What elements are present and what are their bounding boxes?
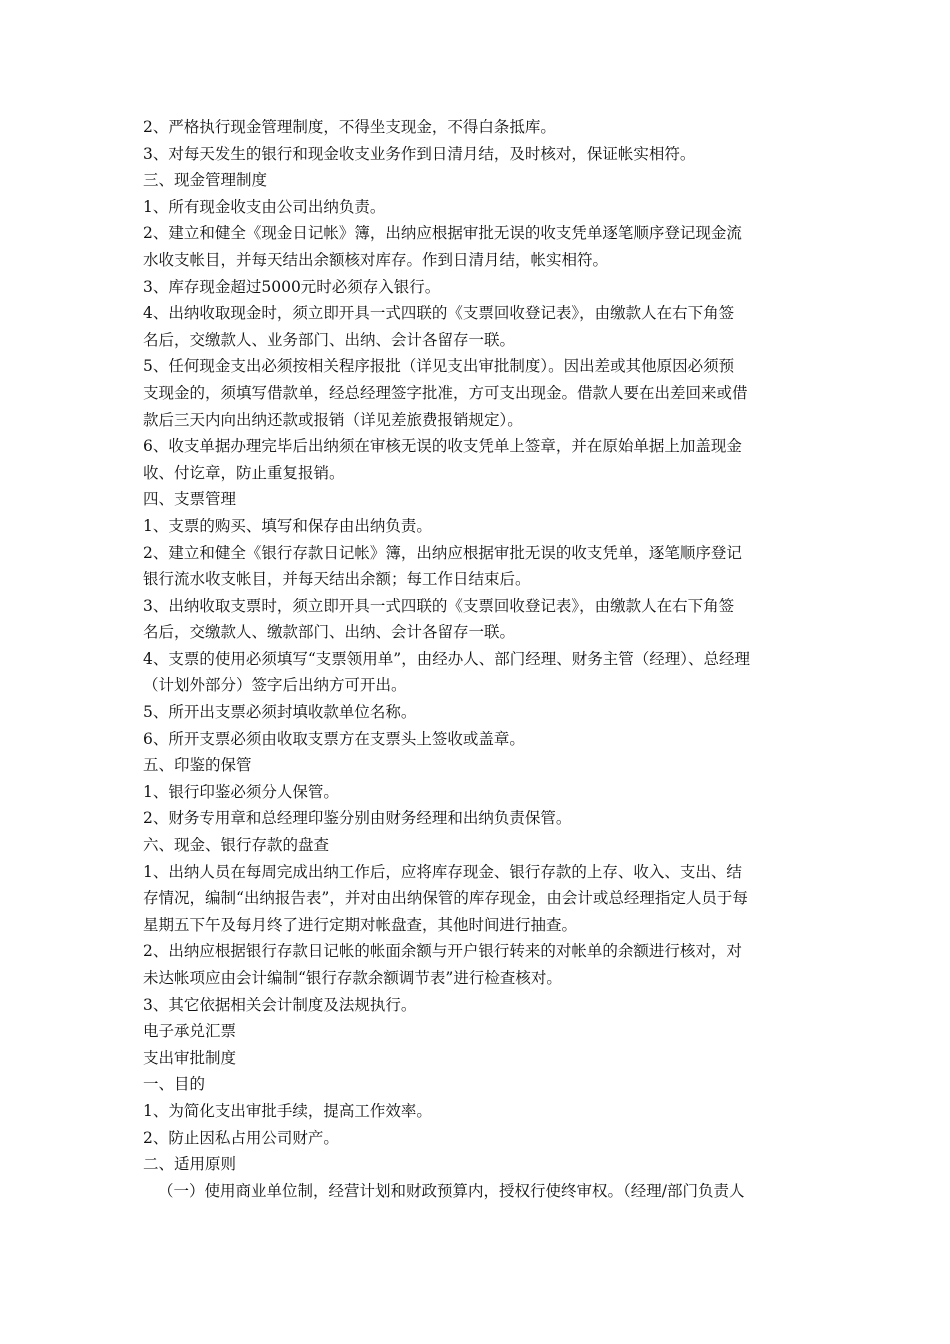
document-page <box>143 114 813 1204</box>
text-line: 1、所有现金收支由公司出纳负责。 <box>143 197 386 216</box>
text-line: 银行流水收支帐目，并每天结出余额；每工作日结束后。 <box>143 570 531 589</box>
text-line: 1、银行印鉴必须分人保管。 <box>143 782 339 801</box>
text-line: 4、支票的使用必须填写“支票领用单”，由经办人、部门经理、财务主管（经理）、总经理 <box>143 649 750 668</box>
text-line: （一）使用商业单位制，经营计划和财政预算内，授权行使终审权。（经理/部门负责人 <box>158 1181 745 1200</box>
text-line: 未达帐项应由会计编制“银行存款余额调节表”进行检查核对。 <box>143 969 562 987</box>
section-heading: 电子承兑汇票 <box>143 1022 237 1041</box>
text-line: 4、出纳收取现金时，须立即开具一式四联的《支票回收登记表》，由缴款人在右下角签 <box>143 304 735 323</box>
text-line: 2、财务专用章和总经理印鉴分别由财务经理和出纳负责保管。 <box>143 809 572 828</box>
text-line: 水收支帐目，并每天结出余额核对库存。作到日清月结，帐实相符。 <box>143 250 609 269</box>
section-heading: 支出审批制度 <box>143 1048 237 1067</box>
text-line: 1、支票的购买、填写和保存由出纳负责。 <box>143 516 432 535</box>
text-line: 3、对每天发生的银行和现金收支业务作到日清月结，及时核对，保证帐实相符。 <box>143 144 696 163</box>
text-line: 1、出纳人员在每周完成出纳工作后，应将库存现金、银行存款的上存、收入、支出、结 <box>143 862 742 881</box>
section-heading: 四、支票管理 <box>143 490 237 509</box>
text-line: 6、所开支票必须由收取支票方在支票头上签收或盖章。 <box>143 729 525 748</box>
text-line: 2、出纳应根据银行存款日记帐的帐面余额与开户银行转来的对帐单的余额进行核对，对 <box>143 942 742 961</box>
text-line: 6、收支单据办理完毕后出纳须在审核无误的收支凭单上签章，并在原始单据上加盖现金 <box>143 437 742 456</box>
text-line: （计划外部分）签字后出纳方可开出。 <box>143 676 407 695</box>
text-line: 3、库存现金超过5000元时必须存入银行。 <box>143 277 441 296</box>
section-heading: 二、适用原则 <box>143 1155 237 1174</box>
text-line: 支现金的，须填写借款单，经总经理签字批准，方可支出现金。借款人要在出差回来或借 <box>143 383 748 402</box>
text-line: 3、出纳收取支票时，须立即开具一式四联的《支票回收登记表》，由缴款人在右下角签 <box>143 596 735 615</box>
text-line: 星期五下午及每月终了进行定期对帐盘查，其他时间进行抽查。 <box>143 915 578 934</box>
text-line: 名后，交缴款人、业务部门、出纳、会计各留存一联。 <box>143 330 516 349</box>
section-heading: 三、现金管理制度 <box>143 171 268 190</box>
text-line: 3、其它依据相关会计制度及法规执行。 <box>143 995 417 1014</box>
text-line: 2、建立和健全《银行存款日记帐》簿，出纳应根据审批无误的收支凭单，逐笔顺序登记 <box>143 543 742 562</box>
text-line: 5、任何现金支出必须按相关程序报批（详见支出审批制度）。因出差或其他原因必须预 <box>143 357 735 376</box>
text-line: 1、为简化支出审批手续，提高工作效率。 <box>143 1101 432 1120</box>
section-heading: 一、目的 <box>143 1075 206 1094</box>
section-heading: 六、现金、银行存款的盘查 <box>143 836 330 855</box>
text-line: 款后三天内向出纳还款或报销（详见差旅费报销规定）。 <box>143 410 523 429</box>
text-line: 2、防止因私占用公司财产。 <box>143 1128 339 1147</box>
text-line: 存情况，编制“出纳报告表”，并对由出纳保管的库存现金，由会计或总经理指定人员于每 <box>143 889 748 908</box>
text-line: 5、所开出支票必须封填收款单位名称。 <box>143 703 417 722</box>
text-line: 收、付讫章，防止重复报销。 <box>143 463 345 482</box>
text-line: 2、严格执行现金管理制度，不得坐支现金，不得白条抵库。 <box>143 118 556 136</box>
text-line: 2、建立和健全《现金日记帐》簿，出纳应根据审批无误的收支凭单逐笔顺序登记现金流 <box>143 224 742 243</box>
section-heading: 五、印鉴的保管 <box>143 756 252 775</box>
text-line: 名后，交缴款人、缴款部门、出纳、会计各留存一联。 <box>143 623 516 642</box>
